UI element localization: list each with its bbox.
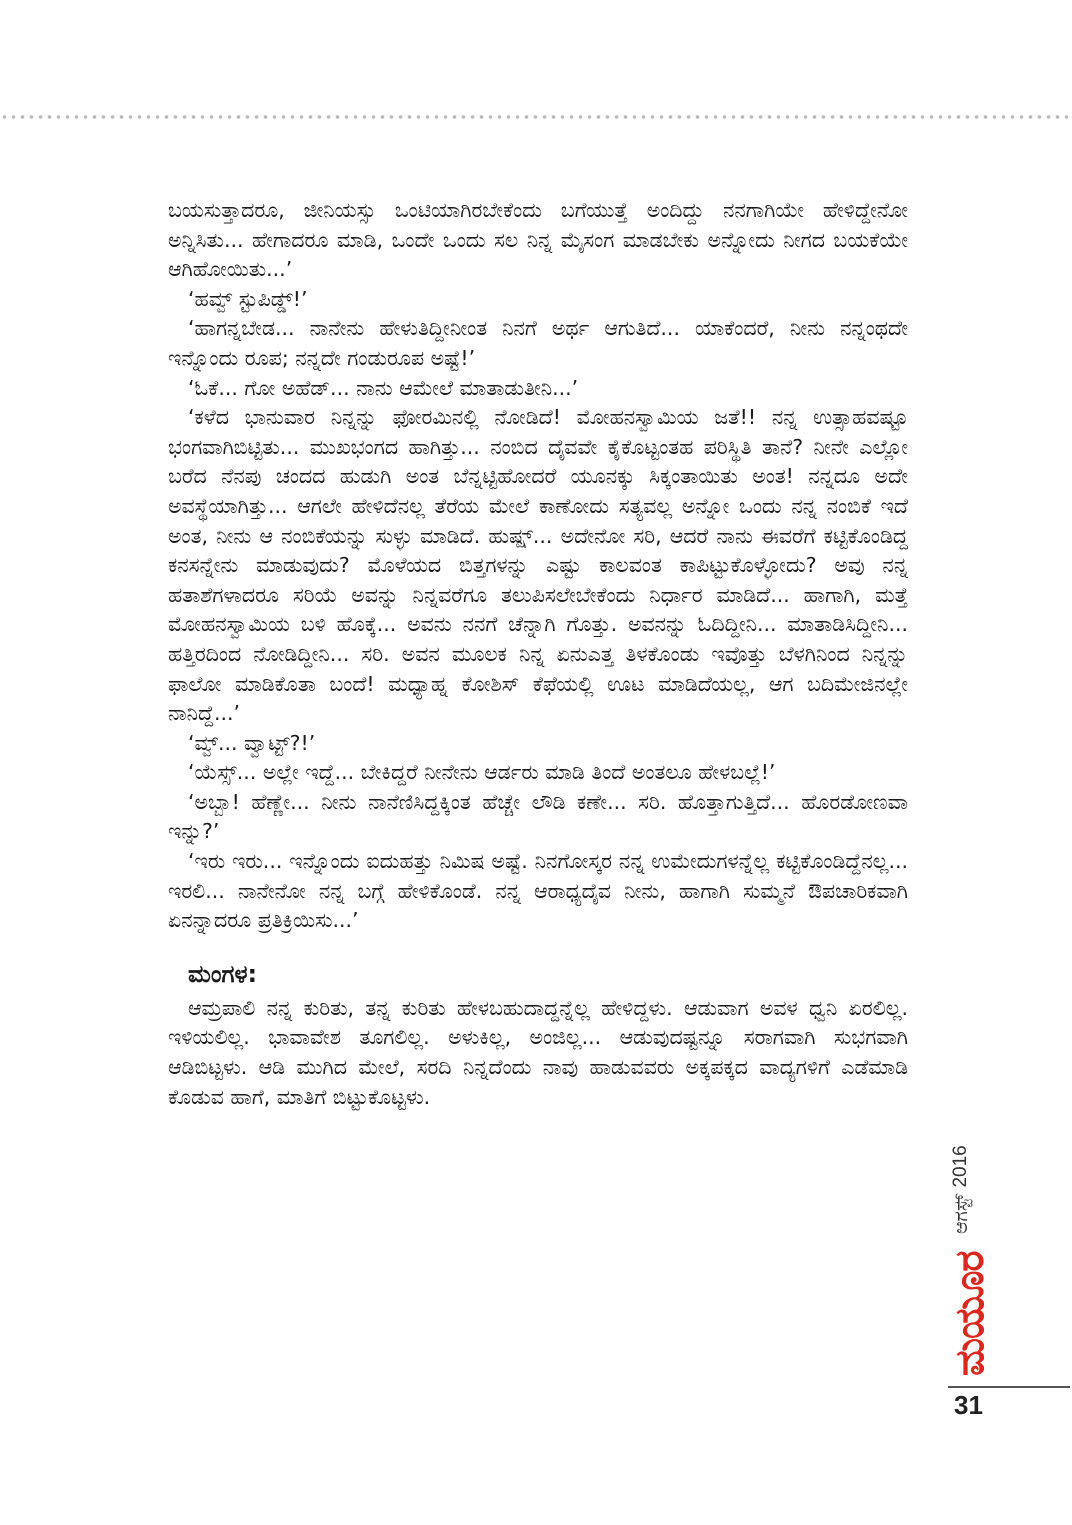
paragraph: ‘ಹಾಗನ್ನಬೇಡ... ನಾನೇನು ಹೇಳುತಿದ್ದೀನೀಂತ ನಿನಗೆ ಅರ್ಥ ಆಗುತಿದೆ... ಯಾಕೆಂದರೆ, ನೀನು ನನ್ನಂಥದೇ ಇನ್ನೊಂದು ರೂಪ; ನನ್ನದೇ ಗಂಡುರೂಪ ಅಷ್ಟೆ!’	[168, 316, 908, 370]
issue-year: 2016	[950, 1145, 971, 1188]
paragraph: ‘ಕಳೆದ ಭಾನುವಾರ ನಿನ್ನನ್ನು ಫೋರಮಿನಲ್ಲಿ ನೋಡಿದೆ! ಮೋಹನಸ್ವಾಮಿಯ ಜತೆ!! ನನ್ನ ಉತ್ಸಾಹವಷ್ಟೂ ಭಂಗವಾಗಿಬಿಟ್ಟಿತು... ಮುಖಭಂಗದ ಹಾಗಿತ್ತು... ನಂಬಿದ ದೈವವೇ ಕೈಕೊಟ್ಟಂತಹ ಪರಿಸ್ಥಿತಿ ತಾನೆ? ನೀನೇ ಎಲ್ಲೋ ಬರೆದ ನೆನಪು ಚಂದದ ಹುಡುಗಿ ಅಂತ ಬೆನ್ನಟ್ಟಿಹೋದರೆ ಯೂನಕ್ಕು ಸಿಕ್ಕಂತಾಯಿತು ಅಂತ! ನನ್ನದೂ ಅದೇ ಅವಸ್ಥೆಯಾಗಿತ್ತು... ಆಗಲೇ ಹೇಳಿದೆನಲ್ಲ ತೆರೆಯ ಮೇಲೆ ಕಾಣೋದು ಸತ್ಯವಲ್ಲ ಅನ್ನೋ ಒಂದು ನನ್ನ ನಂಬಿಕೆ ಇದೆ ಅಂತ, ನೀನು ಆ ನಂಬಿಕೆಯನ್ನು ಸುಳ್ಳು ಮಾಡಿದೆ. ಹುಷ್ಷ್... ಅದೇನೋ ಸರಿ, ಆದರೆ ನಾನು ಈವರೆಗೆ ಕಟ್ಟಿಕೊಂಡಿದ್ದ ಕನಸನ್ನೇನು ಮಾಡುವುದು? ಮೊಳೆಯದ ಬಿತ್ತಗಳನ್ನು ಎಷ್ಟು ಕಾಲವಂತ ಕಾಪಿಟ್ಟುಕೊಳ್ಳೋದು? ಅವು ನನ್ನ ಹತಾಶೆಗಳಾದರೂ ಸರಿಯೆ ಅವನ್ನು ನಿನ್ನವರೆಗೂ ತಲುಪಿಸಲೇಬೇಕೆಂದು ನಿರ್ಧಾರ ಮಾಡಿದೆ... ಹಾಗಾಗಿ, ಮತ್ತೆ ಮೋಹನಸ್ವಾಮಿಯ ಬಳಿ ಹೊಕ್ಕೆ... ಅವನು ನನಗೆ ಚೆನ್ನಾಗಿ ಗೊತ್ತು. ಅವನನ್ನು ಓದಿದ್ದೀನಿ... ಮಾತಾಡಿಸಿದ್ದೀನಿ... ಹತ್ತಿರದಿಂದ ನೋಡಿದ್ದೀನಿ... ಸರಿ. ಅವನ ಮೂಲಕ ನಿನ್ನ ಏನುಎತ್ತ ತಿಳಕೊಂಡು ಇವೊತ್ತು ಬೆಳಗಿನಿಂದ ನಿನ್ನನ್ನು ಫಾಲೋ ಮಾಡಿಕೊತಾ ಬಂದೆ! ಮಧ್ಯಾಹ್ನ ಕೋಶಿಸ್ ಕೆಫೆಯಲ್ಲಿ ಊಟ ಮಾಡಿದೆಯಲ್ಲ, ಆಗ ಬದಿಮೇಜಿನಲ್ಲೇ ನಾನಿದ್ದೆ...’	[168, 405, 908, 726]
paragraph: ‘ಅಬ್ಬಾ! ಹೆಣ್ಣೇ... ನೀನು ನಾನೆಣಿಸಿದ್ದಕ್ಕಿಂತ ಹೆಚ್ಚೇ ಲೌಡಿ ಕಣೇ... ಸರಿ. ಹೊತ್ತಾಗುತ್ತಿದೆ... ಹೊರಡೋಣವಾ ಇನ್ನು?’	[168, 789, 908, 844]
issue-date	[950, 1124, 990, 1234]
top-dotted-rule	[0, 114, 1072, 120]
section-paragraph: ಆಮ್ರಪಾಲಿ ನನ್ನ ಕುರಿತು, ತನ್ನ ಕುರಿತು ಹೇಳಬಹುದಾದ್ದನ್ನೆಲ್ಲ ಹೇಳಿದ್ದಳು. ಆಡುವಾಗ ಅವಳ ಧ್ವನಿ ಏರಲಿಲ್ಲ. ಇಳಿಯಲಿಲ್ಲ. ಭಾವಾವೇಶ ತೂಗಲಿಲ್ಲ. ಅಳುಕಿಲ್ಲ, ಅಂಜಿಲ್ಲ... ಆಡುವುದಷ್ಟನ್ನೂ ಸರಾಗವಾಗಿ ಸುಭಗವಾಗಿ ಆಡಿಬಿಟ್ಟಳು. ಆಡಿ ಮುಗಿದ ಮೇಲೆ, ಸರದಿ ನಿನ್ನದೆಂದು ನಾವು ಹಾಡುವವರು ಅಕ್ಕಪಕ್ಕದ ವಾದ್ಯಗಳಿಗೆ ಎಡೆಮಾಡಿ ಕೊಡುವ ಹಾಗೆ, ಮಾತಿಗೆ ಬಿಟ್ಟುಕೊಟ್ಟಳು.	[168, 995, 908, 1109]
paragraph: ‘ಓಕೆ... ಗೋ ಅಹೆಡ್... ನಾನು ಆಮೇಲೆ ಮಾತಾಡುತೀನಿ...’	[188, 375, 579, 400]
paragraph: ‘ಇರು ಇರು... ಇನ್ನೊಂದು ಐದುಹತ್ತು ನಿಮಿಷ ಅಷ್ಟೆ. ನಿನಗೋಸ್ಕರ ನನ್ನ ಉಮೇದುಗಳನ್ನೆಲ್ಲ ಕಟ್ಟಿಕೊಂಡಿದ್ದೆನಲ್ಲ... ಇರಲಿ... ನಾನೇನೋ ನನ್ನ ಬಗ್ಗೆ ಹೇಳಿಕೊಂಡೆ. ನನ್ನ ಆರಾಧ್ಯದೈವ ನೀನು, ಹಾಗಾಗಿ ಸುಮ್ಮನೆ ಔಪಚಾರಿಕವಾಗಿ ಏನನ್ನಾದರೂ ಪ್ರತಿಕ್ರಿಯಿಸು...’	[168, 849, 908, 933]
paragraph: ‘ಹವ್ವ್ ಸ್ಟುಪಿಡ್ಡ್!’	[188, 286, 308, 311]
paragraph: ಬಯಸುತ್ತಾದರೂ, ಜೀನಿಯಸ್ಸು ಒಂಟಿಯಾಗಿರಬೇಕೆಂದು ಬಗೆಯುತ್ತೆ ಅಂದಿದ್ದು ನನಗಾಗಿಯೇ ಹೇಳಿದ್ದೇನೋ ಅನ್ನಿಸಿತು... ಹೇಗಾದರೂ ಮಾಡಿ, ಒಂದೇ ಒಂದು ಸಲ ನಿನ್ನ ಮೈಸಂಗ ಮಾಡಬೇಕು ಅನ್ನೋದು ನೀಗದ ಬಯಕೆಯೇ ಆಗಿಹೋಯಿತು...’	[168, 198, 908, 282]
article-body	[168, 196, 908, 1112]
magazine-sidebar	[922, 1120, 1018, 1380]
page-number: 31	[954, 1390, 983, 1420]
paragraph: ‘ಯೆಸ್ಸ್... ಅಲ್ಲೇ ಇದ್ದೆ... ಬೇಕಿದ್ದರೆ ನೀನೇನು ಆರ್ಡರು ಮಾಡಿ ತಿಂದೆ ಅಂತಲೂ ಹೇಳಬಲ್ಲೆ!’	[188, 760, 776, 785]
issue-month: ಆಗಸ್ಟ್	[950, 1193, 972, 1234]
magazine-logo: ಮಯೂರ	[947, 1251, 993, 1376]
section-heading: ಮಂಗಳ:	[188, 959, 258, 988]
paragraph: ‘ವ್ವ್... ವ್ವಾಟ್ಟ್?!’	[188, 730, 316, 755]
page-number-rule	[948, 1386, 1070, 1388]
